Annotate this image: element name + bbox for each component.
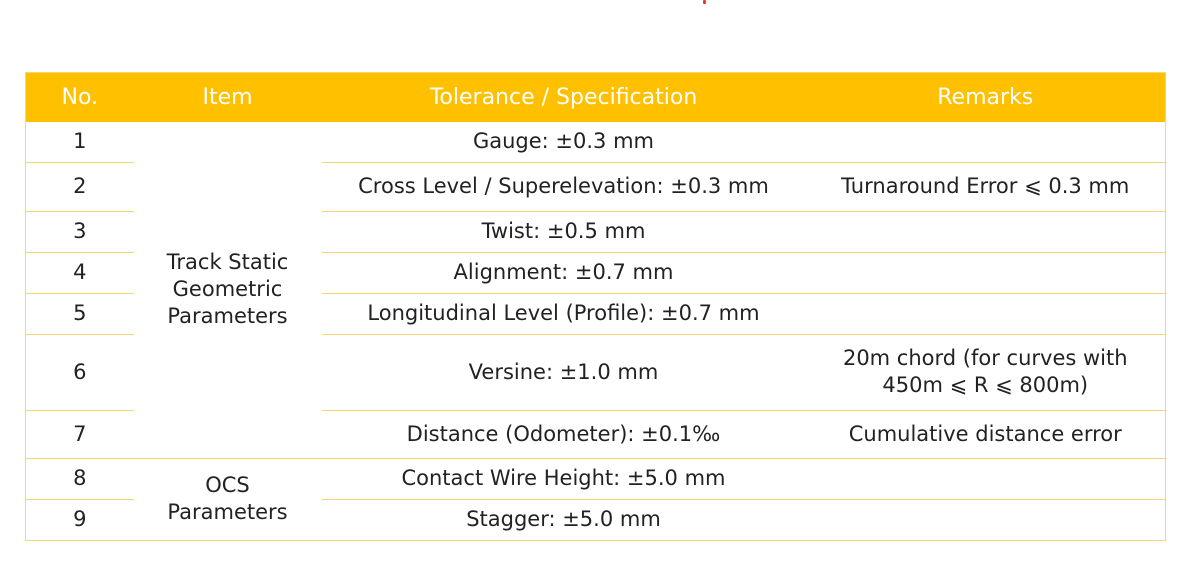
tolerance-table xyxy=(25,72,1166,541)
remarks-cell xyxy=(806,122,1166,162)
row-number: 6 xyxy=(26,334,134,410)
header-tolerance: Tolerance / Specification xyxy=(322,73,806,123)
remarks-cell xyxy=(806,252,1166,293)
row-number: 2 xyxy=(26,162,134,211)
item-line: Parameters xyxy=(167,500,288,524)
item-ocs-parameters xyxy=(134,458,322,540)
item-track-static-geometric xyxy=(134,122,322,458)
table-row xyxy=(26,458,1166,499)
tolerance-cell: Stagger: ±5.0 mm xyxy=(322,499,806,540)
item-line: OCS xyxy=(205,473,250,497)
tolerance-cell: Gauge: ±0.3 mm xyxy=(322,122,806,162)
row-number: 3 xyxy=(26,211,134,252)
tolerance-cell: Contact Wire Height: ±5.0 mm xyxy=(322,458,806,499)
item-line: Geometric xyxy=(172,277,283,302)
item-line: Track Static xyxy=(166,250,289,275)
table-header-row xyxy=(26,73,1166,123)
row-number: 4 xyxy=(26,252,134,293)
red-marker-dot xyxy=(703,0,706,4)
table-row xyxy=(26,122,1166,162)
row-number: 1 xyxy=(26,122,134,162)
tolerance-cell: Longitudinal Level (Profile): ±0.7 mm xyxy=(322,293,806,334)
remarks-cell: Turnaround Error ⩽ 0.3 mm xyxy=(806,162,1166,211)
row-number: 9 xyxy=(26,499,134,540)
tolerance-cell: Versine: ±1.0 mm xyxy=(322,334,806,410)
tolerance-cell: Twist: ±0.5 mm xyxy=(322,211,806,252)
remarks-cell xyxy=(806,293,1166,334)
tolerance-cell: Cross Level / Superelevation: ±0.3 mm xyxy=(322,162,806,211)
remarks-cell xyxy=(806,458,1166,499)
remarks-cell: Cumulative distance error xyxy=(806,410,1166,458)
tolerance-cell: Distance (Odometer): ±0.1‰ xyxy=(322,410,806,458)
row-number: 5 xyxy=(26,293,134,334)
remarks-cell xyxy=(806,211,1166,252)
item-line: Parameters xyxy=(167,304,288,329)
remarks-cell xyxy=(806,499,1166,540)
header-item: Item xyxy=(134,73,322,123)
header-remarks: Remarks xyxy=(806,73,1166,123)
row-number: 7 xyxy=(26,410,134,458)
row-number: 8 xyxy=(26,458,134,499)
remarks-cell: 20m chord (for curves with 450m ⩽ R ⩽ 800m) xyxy=(806,334,1166,410)
header-no: No. xyxy=(26,73,134,123)
tolerance-cell: Alignment: ±0.7 mm xyxy=(322,252,806,293)
